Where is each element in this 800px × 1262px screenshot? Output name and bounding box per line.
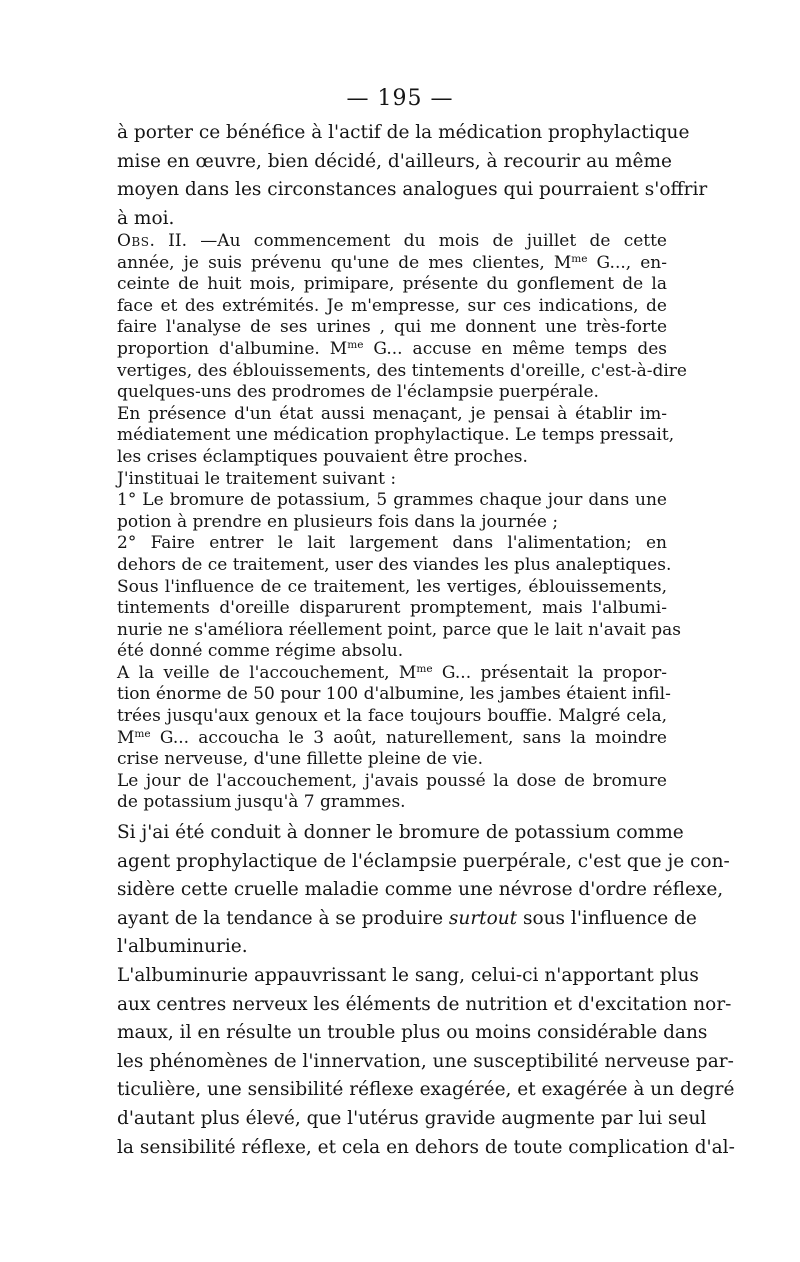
observation-label: Obs	[117, 231, 150, 251]
text-line: sidère cette cruelle maladie comme une névrose d'ordre réflexe,	[117, 879, 724, 901]
text-line: quelques-uns des prodromes de l'éclampsie puerpérale.	[117, 382, 599, 403]
text-segment: ayant de la tendance à se produire	[117, 907, 449, 929]
text-segment: G... accuse en même temps des	[363, 338, 667, 359]
text-line: ceinte de huit mois, primipare, présente du gonflement de la	[117, 274, 667, 295]
text-segment: année, je suis prévenu qu'une de mes clientes, M	[117, 252, 572, 273]
text-line	[117, 339, 667, 361]
text-line: 2° Faire entrer le lait largement dans l'alimentation; en	[117, 533, 667, 554]
text-line: vertiges, des éblouissements, des tintements d'oreille, c'est-à-dire	[117, 360, 687, 381]
text-line: trées jusqu'aux genoux et la face toujours bouffie. Malgré cela,	[117, 706, 667, 727]
emphasis: surtout	[448, 907, 518, 929]
text-line: tintements d'oreille disparurent promptement, mais l'albumi-	[117, 598, 667, 619]
text-line: ticulière, une sensibilité réflexe exagérée, et exagérée à un degré	[117, 1079, 735, 1101]
text-segment: . II. —Au commencement du mois de juillet de cette	[149, 231, 667, 251]
text-line: tion énorme de 50 pour 100 d'albumine, les jambes étaient infil-	[117, 684, 671, 705]
text-line	[117, 728, 667, 750]
text-line: été donné comme régime absolu.	[117, 641, 404, 662]
text-segment: G... présentait la propor-	[432, 662, 667, 683]
text-line: médiatement une médication prophylactique. Le temps pressait,	[117, 425, 675, 446]
text-line	[117, 905, 697, 934]
text-line: Sous l'influence de ce traitement, les vertiges, éblouissements,	[117, 576, 667, 597]
text-segment: sous l'influence de	[517, 907, 697, 929]
text-line: En présence d'un état aussi menaçant, je pensai à établir im-	[117, 403, 667, 424]
text-segment: A la veille de l'accouchement, M	[117, 662, 417, 683]
text-line	[117, 663, 667, 685]
observation-section	[117, 231, 687, 814]
text-segment: proportion d'albumine. M	[117, 338, 348, 359]
text-line: mise en œuvre, bien décidé, d'ailleurs, à recourir au même	[117, 150, 672, 172]
text-segment: G..., en-	[587, 252, 667, 273]
superscript: me	[134, 727, 151, 740]
text-line: les phénomènes de l'innervation, une susceptibilité nerveuse par-	[117, 1050, 734, 1072]
text-segment: M	[117, 727, 135, 748]
text-line: les crises éclamptiques pouvaient être proches.	[117, 446, 528, 467]
text-line: à moi.	[117, 207, 175, 229]
text-line: Si j'ai été conduit à donner le bromure de potassium comme	[117, 822, 684, 843]
text-line: crise nerveuse, d'une fillette pleine de vie.	[117, 749, 484, 770]
text-line: moyen dans les circonstances analogues qui pourraient s'offrir	[117, 179, 708, 200]
text-line: la sensibilité réflexe, et cela en dehors de toute complication d'al-	[117, 1136, 735, 1158]
page-number: — 195 —	[346, 86, 454, 111]
text-line: Le jour de l'accouchement, j'avais poussé la dose de bromure	[117, 770, 667, 791]
text-line: L'albuminurie appauvrissant le sang, celui-ci n'apportant plus	[117, 964, 699, 986]
text-line: nurie ne s'améliora réellement point, parce que le lait n'avait pas	[117, 619, 681, 640]
text-line: de potassium jusqu'à 7 grammes.	[117, 792, 406, 813]
text-line: 1° Le bromure de potassium, 5 grammes chaque jour dans une	[117, 490, 667, 511]
text-line: aux centres nerveux les éléments de nutrition et d'excitation nor-	[117, 993, 732, 1015]
text-line: J'instituai le traitement suivant :	[117, 468, 397, 489]
text-line: d'autant plus élevé, que l'utérus gravide augmente par lui seul	[117, 1107, 707, 1129]
intro-paragraph	[117, 119, 708, 233]
text-segment: G... accoucha le 3 août, naturellement, sans la moindre	[150, 727, 667, 748]
text-line: agent prophylactique de l'éclampsie puerpérale, c'est que je con-	[117, 850, 730, 872]
superscript: me	[416, 663, 433, 676]
text-line: maux, il en résulte un trouble plus ou moins considérable dans	[117, 1022, 708, 1044]
observation-heading-line	[117, 231, 667, 253]
text-line	[117, 253, 667, 275]
superscript: me	[571, 252, 588, 265]
text-line: potion à prendre en plusieurs fois dans la journée ;	[117, 511, 559, 532]
text-line: à porter ce bénéfice à l'actif de la médication prophylactique	[117, 122, 690, 143]
text-line: l'albuminurie.	[117, 936, 248, 958]
text-line: faire l'analyse de ses urines , qui me donnent une très-forte	[117, 317, 667, 338]
superscript: me	[347, 339, 364, 352]
text-line: dehors de ce traitement, user des viandes les plus analeptiques.	[117, 554, 672, 575]
conclusion-section	[117, 819, 735, 1162]
text-line: face et des extrémités. Je m'empresse, sur ces indications, de	[117, 295, 667, 316]
